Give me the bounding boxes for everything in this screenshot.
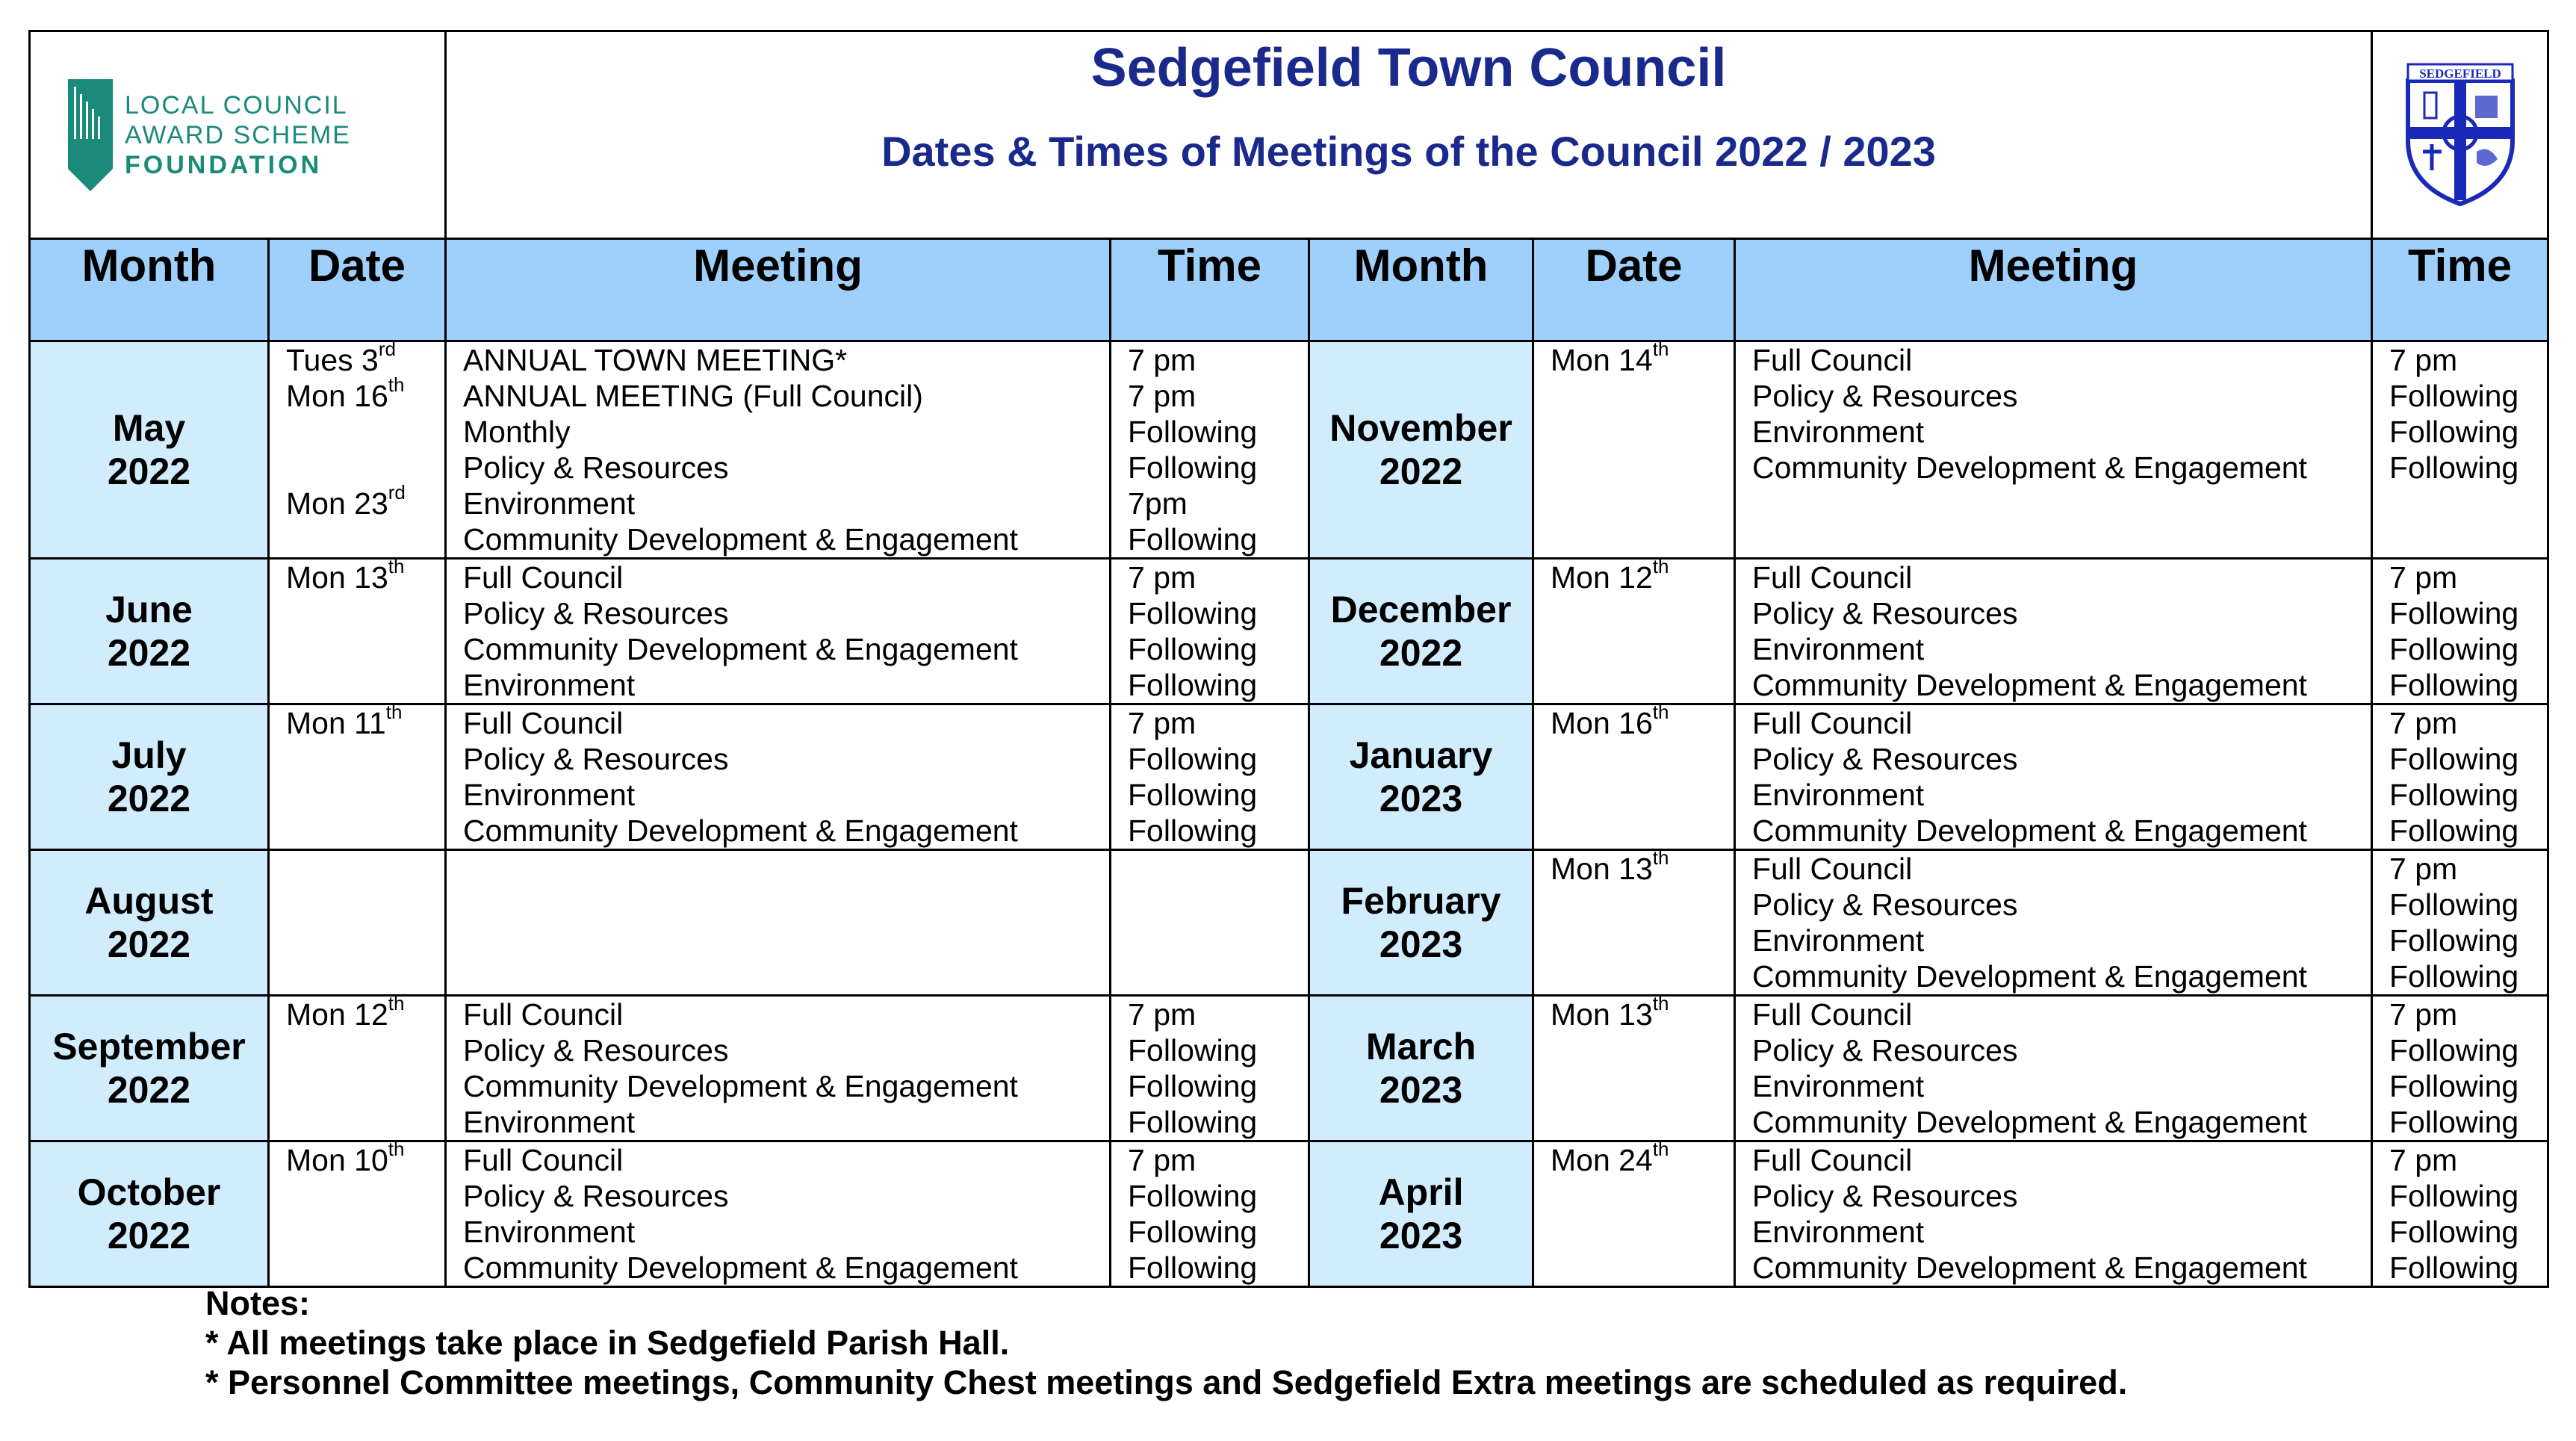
date-suffix: th <box>1652 992 1669 1014</box>
month-cell <box>1309 559 1533 704</box>
note-item: * All meetings take place in Sedgefield Parish Hall. <box>205 1324 1010 1362</box>
meeting-line: Full Council <box>1752 560 1913 595</box>
meeting-cell <box>446 704 1111 850</box>
month-name: June <box>105 589 193 630</box>
time-cell <box>1111 704 1309 850</box>
month-year: 2022 <box>107 1069 191 1111</box>
schedule-rows <box>30 338 2548 1287</box>
crest-label: SEDGEFIELD <box>2418 66 2501 81</box>
time-line: Following <box>2389 1179 2519 1213</box>
time-line: Following <box>2389 742 2519 776</box>
time-line: 7 pm <box>1128 997 1197 1032</box>
date-cell <box>1533 701 1735 850</box>
meeting-line: Community Development & Engagement <box>463 522 1018 557</box>
time-line: Following <box>1128 1251 1258 1285</box>
month-name: February <box>1341 880 1501 922</box>
header-row <box>30 31 2548 239</box>
month-name: August <box>84 880 214 922</box>
time-line: 7pm <box>1128 486 1188 521</box>
col-header-time: Time <box>1111 239 1309 341</box>
time-line: Following <box>2389 778 2519 812</box>
date-cell <box>269 1138 446 1287</box>
sedgefield-crest-icon <box>2393 58 2527 208</box>
date-text: Mon 13 <box>1551 997 1653 1032</box>
meeting-line: Community Development & Engagement <box>1752 1105 2307 1139</box>
month-name: December <box>1330 589 1512 630</box>
meeting-cell <box>446 1141 1111 1287</box>
date-line <box>286 414 444 450</box>
meeting-cell <box>446 559 1111 704</box>
date-text: Mon 12 <box>286 997 388 1032</box>
meeting-line: Environment <box>1752 1215 1925 1249</box>
date-line <box>286 374 444 414</box>
date-text: Mon 14 <box>1551 343 1653 377</box>
meeting-cell <box>446 850 1111 996</box>
page-subtitle: Dates & Times of Meetings of the Council 2022 / 2023 <box>881 128 1936 175</box>
date-cell <box>269 338 446 559</box>
meeting-line: Environment <box>463 486 636 521</box>
time-line: Following <box>2389 814 2519 848</box>
meeting-line: Full Council <box>1752 852 1913 886</box>
meeting-line: Policy & Resources <box>463 450 729 485</box>
meeting-line: Environment <box>1752 415 1925 449</box>
time-cell <box>1111 559 1309 704</box>
month-year: 2022 <box>107 778 191 819</box>
time-cell <box>1111 850 1309 996</box>
meeting-line: Full Council <box>463 560 624 595</box>
schedule-sheet <box>28 30 2547 1288</box>
month-cell <box>1309 850 1533 996</box>
time-cell <box>2372 850 2548 996</box>
date-line <box>286 701 444 741</box>
time-line: Following <box>2389 1251 2519 1285</box>
time-line: Following <box>1128 814 1258 848</box>
time-line: Following <box>2389 887 2519 922</box>
col-header-meeting: Meeting <box>1735 239 2372 341</box>
meeting-line: Policy & Resources <box>1752 742 2018 776</box>
meeting-line: Full Council <box>1752 997 1913 1032</box>
meeting-line: Policy & Resources <box>463 1033 729 1067</box>
crest-cell <box>2372 31 2548 239</box>
date-line <box>286 481 444 521</box>
time-line: Following <box>2389 959 2519 994</box>
month-cell <box>1309 1141 1533 1287</box>
schedule-row <box>30 704 2548 850</box>
meeting-line: Community Development & Engagement <box>1752 1251 2307 1285</box>
date-line <box>286 521 444 557</box>
time-line: Following <box>1128 1179 1258 1213</box>
meeting-line: Community Development & Engagement <box>1752 450 2307 485</box>
column-header-row <box>30 239 2548 341</box>
meeting-cell <box>1735 559 2372 704</box>
meeting-line: ANNUAL TOWN MEETING* <box>463 343 848 377</box>
meeting-cell <box>1735 1141 2372 1287</box>
award-logo-line-3: FOUNDATION <box>125 150 323 179</box>
month-name: May <box>112 407 186 449</box>
award-logo-line-2: AWARD SCHEME <box>125 120 351 149</box>
meeting-cell <box>446 341 1111 559</box>
date-cell <box>1533 555 1735 704</box>
month-year: 2022 <box>1379 450 1463 492</box>
meeting-line: ANNUAL MEETING (Full Council) <box>463 379 923 413</box>
notes-heading: Notes: <box>205 1284 311 1322</box>
month-cell <box>30 850 269 996</box>
month-year: 2023 <box>1379 923 1463 965</box>
date-suffix: th <box>388 992 405 1014</box>
time-line: Following <box>2389 632 2519 666</box>
meeting-line: Full Council <box>463 706 624 740</box>
meeting-line: Policy & Resources <box>463 596 729 630</box>
time-line: 7 pm <box>1128 343 1197 377</box>
meeting-line: Community Development & Engagement <box>1752 668 2307 702</box>
meeting-line: Policy & Resources <box>1752 887 2018 922</box>
time-line: Following <box>2389 1033 2519 1067</box>
date-cell <box>269 555 446 704</box>
time-line: 7 pm <box>2389 1143 2458 1177</box>
meeting-line: Environment <box>1752 1069 1925 1103</box>
meeting-line: Policy & Resources <box>1752 596 2018 630</box>
time-line: Following <box>2389 415 2519 449</box>
meeting-line: Policy & Resources <box>1752 379 2018 413</box>
award-logo-line-1: LOCAL COUNCIL <box>125 90 348 120</box>
title-cell <box>446 31 2372 239</box>
time-line: Following <box>1128 522 1258 557</box>
month-cell <box>30 996 269 1141</box>
date-line <box>286 992 444 1032</box>
time-cell <box>1111 996 1309 1141</box>
date-cell <box>1533 338 1735 559</box>
time-line: 7 pm <box>1128 706 1197 740</box>
month-name: July <box>111 734 187 776</box>
notes <box>205 1283 2127 1402</box>
month-year: 2022 <box>107 923 191 965</box>
time-cell <box>1111 341 1309 559</box>
time-line: 7 pm <box>1128 560 1197 595</box>
month-cell <box>1309 996 1533 1141</box>
col-header-month: Month <box>1309 239 1533 341</box>
date-text: Mon 16 <box>1551 706 1653 740</box>
meeting-line: Community Development & Engagement <box>1752 814 2307 848</box>
meeting-line: Policy & Resources <box>1752 1179 2018 1213</box>
date-text: Mon 23 <box>286 486 388 521</box>
time-line: 7 pm <box>2389 343 2458 377</box>
month-name: April <box>1378 1171 1464 1213</box>
date-text: Mon 24 <box>1551 1143 1653 1177</box>
meeting-line: Environment <box>463 1215 636 1249</box>
meeting-line: Full Council <box>1752 1143 1913 1177</box>
date-text: Mon 16 <box>286 379 388 413</box>
time-line: Following <box>1128 1105 1258 1139</box>
time-line: 7 pm <box>1128 379 1197 413</box>
date-line <box>1551 338 1734 378</box>
time-line: Following <box>2389 668 2519 702</box>
meeting-line: Policy & Resources <box>1752 1033 2018 1067</box>
schedule-row <box>30 850 2548 996</box>
month-cell <box>30 1141 269 1287</box>
month-cell <box>30 341 269 559</box>
date-line <box>286 555 444 595</box>
month-year: 2022 <box>1379 632 1463 674</box>
note-item: * Personnel Committee meetings, Community Chest meetings and Sedgefield Extra meetings are scheduled as required. <box>205 1363 2128 1401</box>
date-suffix: rd <box>388 481 406 503</box>
date-cell <box>1533 1138 1735 1287</box>
meeting-line: Full Council <box>463 1143 624 1177</box>
meeting-line: Community Development & Engagement <box>463 632 1018 666</box>
time-line: Following <box>1128 450 1258 485</box>
meeting-cell <box>446 996 1111 1141</box>
meeting-cell <box>1735 850 2372 996</box>
schedule-row <box>30 341 2548 559</box>
date-text: Mon 13 <box>286 560 388 595</box>
meeting-line: Full Council <box>1752 706 1913 740</box>
date-suffix: rd <box>378 338 396 360</box>
meeting-line: Environment <box>1752 778 1925 812</box>
date-suffix: th <box>385 701 403 723</box>
date-suffix: th <box>388 374 405 396</box>
month-year: 2022 <box>107 1215 191 1256</box>
date-cell <box>269 701 446 850</box>
time-cell <box>2372 1141 2548 1287</box>
date-line <box>286 338 444 378</box>
award-flag-icon <box>68 79 113 191</box>
date-text: Mon 10 <box>286 1143 388 1177</box>
meeting-line: Policy & Resources <box>463 1179 729 1213</box>
meeting-line: Community Development & Engagement <box>463 814 1018 848</box>
time-line: Following <box>1128 632 1258 666</box>
time-line: Following <box>1128 1215 1258 1249</box>
time-cell <box>2372 341 2548 559</box>
date-suffix: th <box>1652 701 1669 723</box>
month-cell <box>30 704 269 850</box>
month-name: September <box>52 1026 246 1067</box>
meeting-cell <box>1735 704 2372 850</box>
time-line: Following <box>1128 415 1258 449</box>
award-logo-cell <box>30 31 446 239</box>
month-year: 2022 <box>107 632 191 674</box>
time-line: Following <box>2389 1105 2519 1139</box>
time-cell <box>2372 559 2548 704</box>
date-text: Mon 12 <box>1551 560 1653 595</box>
meetings-table <box>28 30 2549 1288</box>
time-line: Following <box>1128 778 1258 812</box>
date-line <box>286 450 444 486</box>
time-line: 7 pm <box>1128 1143 1197 1177</box>
time-line: Following <box>2389 1215 2519 1249</box>
schedule-row <box>30 996 2548 1141</box>
time-line: Following <box>2389 1069 2519 1103</box>
month-year: 2023 <box>1379 778 1463 819</box>
date-line <box>1551 846 1734 887</box>
time-line: Following <box>1128 1069 1258 1103</box>
meeting-line: Environment <box>1752 923 1925 958</box>
time-cell <box>1111 1141 1309 1287</box>
date-suffix: th <box>1652 555 1669 577</box>
date-line <box>1551 992 1734 1032</box>
date-text: Mon 13 <box>1551 852 1653 886</box>
time-line: Following <box>1128 596 1258 630</box>
time-line: Following <box>1128 668 1258 702</box>
award-scheme-logo <box>31 79 444 191</box>
month-name: November <box>1329 407 1512 449</box>
time-line: Following <box>1128 742 1258 776</box>
time-cell <box>2372 996 2548 1141</box>
date-suffix: th <box>1652 338 1669 360</box>
col-header-meeting: Meeting <box>446 239 1111 341</box>
meeting-line: Environment <box>1752 632 1925 666</box>
date-suffix: th <box>388 555 405 577</box>
meeting-line: Environment <box>463 668 636 702</box>
time-line: 7 pm <box>2389 997 2458 1032</box>
time-line: Following <box>2389 379 2519 413</box>
time-line: 7 pm <box>2389 852 2458 886</box>
meeting-cell <box>1735 341 2372 559</box>
time-line: Following <box>2389 923 2519 958</box>
date-line <box>286 1138 444 1178</box>
meeting-cell <box>1735 996 2372 1141</box>
month-cell <box>30 559 269 704</box>
meeting-line: Community Development & Engagement <box>463 1069 1018 1103</box>
time-line: 7 pm <box>2389 560 2458 595</box>
page-title: Sedgefield Town Council <box>1090 38 1727 98</box>
date-line <box>1551 1138 1734 1178</box>
month-year: 2022 <box>107 450 191 492</box>
award-logo-text <box>125 90 351 180</box>
date-cell <box>1533 992 1735 1141</box>
col-header-date: Date <box>1533 239 1735 341</box>
month-year: 2023 <box>1379 1215 1463 1256</box>
time-line: 7 pm <box>2389 706 2458 740</box>
month-name: October <box>77 1171 221 1213</box>
date-suffix: th <box>388 1138 405 1160</box>
month-name: January <box>1349 734 1493 776</box>
month-year: 2023 <box>1379 1069 1463 1111</box>
date-suffix: th <box>1652 846 1669 869</box>
meeting-line: Environment <box>463 778 636 812</box>
month-cell <box>1309 341 1533 559</box>
time-line: Following <box>2389 450 2519 485</box>
meeting-line: Policy & Resources <box>463 742 729 776</box>
meeting-line: Monthly <box>463 415 571 449</box>
date-cell <box>269 992 446 1141</box>
meeting-line: Environment <box>463 1105 636 1139</box>
schedule-row <box>30 1141 2548 1287</box>
date-cell <box>1533 846 1735 996</box>
meeting-line: Community Development & Engagement <box>1752 959 2307 994</box>
date-line <box>1551 555 1734 595</box>
col-header-time: Time <box>2372 239 2548 341</box>
col-header-date: Date <box>269 239 446 341</box>
meeting-line: Full Council <box>463 997 624 1032</box>
month-name: March <box>1365 1026 1477 1067</box>
meeting-line: Full Council <box>1752 343 1913 377</box>
schedule-row <box>30 559 2548 704</box>
date-text: Mon 11 <box>286 706 386 740</box>
time-line: Following <box>1128 1033 1258 1067</box>
meeting-line: Community Development & Engagement <box>463 1251 1018 1285</box>
col-header-month: Month <box>30 239 269 341</box>
date-suffix: th <box>1652 1138 1669 1160</box>
month-cell <box>1309 704 1533 850</box>
date-cell <box>269 850 446 996</box>
date-line <box>1551 701 1734 741</box>
time-cell <box>2372 704 2548 850</box>
date-text: Tues 3 <box>286 343 379 377</box>
time-line: Following <box>2389 596 2519 630</box>
